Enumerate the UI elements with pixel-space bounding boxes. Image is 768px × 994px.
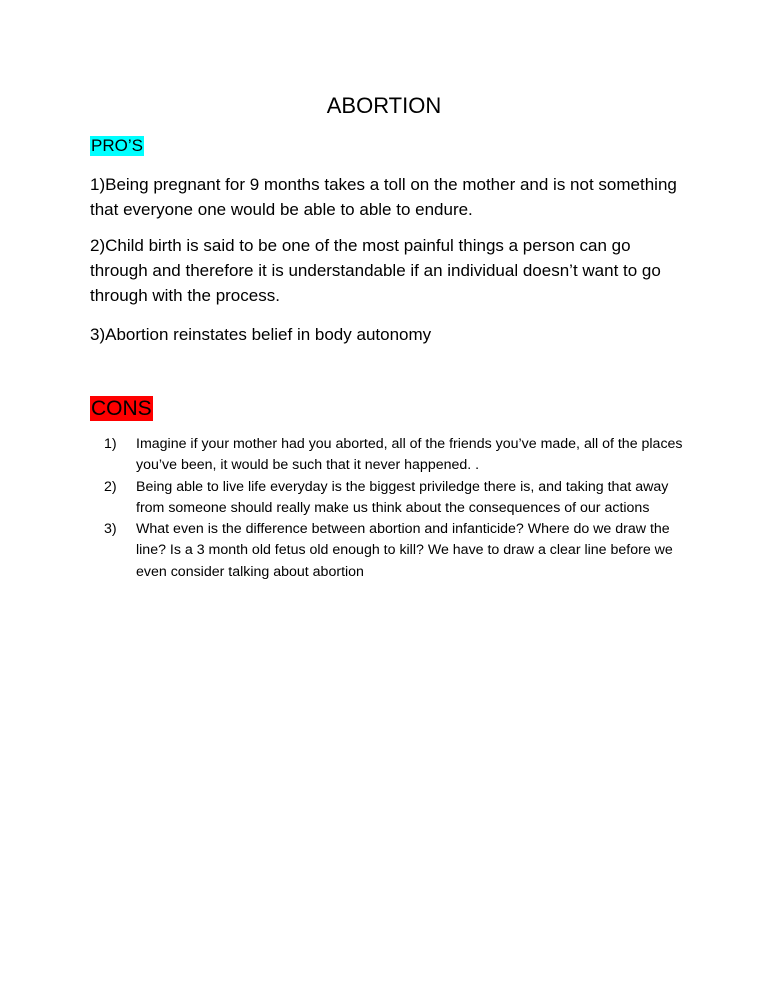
cons-heading: CONS xyxy=(91,397,152,420)
cons-item-3 xyxy=(104,519,684,583)
cons-item-text: Imagine if your mother had you aborted, all of the friends you’ve made, all of the places you’ve been, it would be such that it never happened. . xyxy=(136,436,683,474)
pros-heading: PRO’S xyxy=(91,136,143,155)
cons-item-1 xyxy=(104,434,684,477)
cons-item-text: Being able to live life everyday is the biggest priviledge there is, and taking that away from someone should really make us think about the consequences of our actions xyxy=(136,478,669,516)
pros-point-3: 3)Abortion reinstates belief in body autonomy xyxy=(90,325,432,344)
cons-list xyxy=(104,434,684,583)
cons-item-text: What even is the difference between abortion and infanticide? Where do we draw the line? Is a 3 month old fetus old enough to kill? We have to draw a clear line before we even consider talking about abortion xyxy=(136,521,673,580)
cons-item-number: 3) xyxy=(104,521,117,538)
pros-point-1: 1)Being pregnant for 9 months takes a toll on the mother and is not something that everyone one would be able to able to endure. xyxy=(90,175,677,219)
cons-item-number: 2) xyxy=(104,478,117,495)
cons-item-number: 1) xyxy=(104,436,117,452)
document-title: ABORTION xyxy=(326,93,442,118)
pros-point-2: 2)Child birth is said to be one of the most painful things a person can go through and therefore it is understandable if an individual doesn’t want to go through with the process. xyxy=(90,236,661,305)
cons-item-2 xyxy=(104,477,684,520)
